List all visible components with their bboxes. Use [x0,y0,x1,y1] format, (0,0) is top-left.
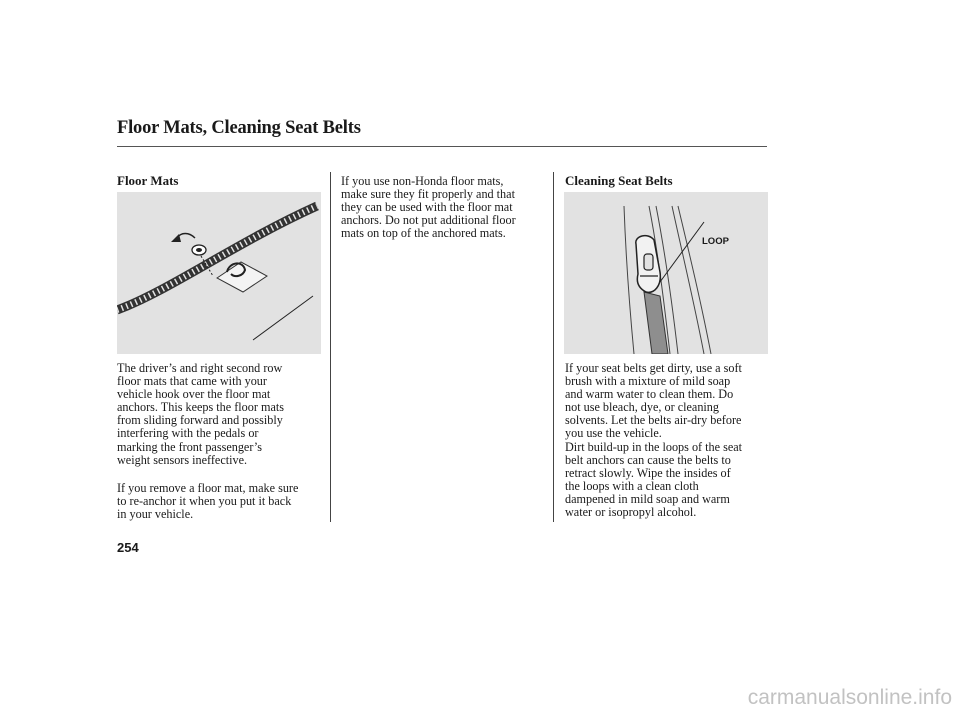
column-divider-left [330,172,331,522]
floor-mats-paragraph-2: If you remove a floor mat, make sure to re-anchor it when you put it back in your vehicle. [117,481,299,522]
floor-mats-paragraph-1: The driver’s and right second row floor mats that came with your vehicle hook over the floor mat anchors. This keeps the floor mats from sliding forward and possibly interfering with the pedals or marking the front passenger’s weight sensors ineffective. [117,361,284,467]
floor-mat-illustration [117,192,321,354]
seat-belts-paragraph-1: If your seat belts get dirty, use a soft brush with a mixture of mild soap and warm water to clean them. Do not use bleach, dye, or cleaning solvents. Let the belts air-dry before you use the vehicle. [565,361,742,441]
floor-mats-heading: Floor Mats [117,173,179,188]
cleaning-seat-belts-heading: Cleaning Seat Belts [565,173,673,188]
page-title: Floor Mats, Cleaning Seat Belts [117,118,361,138]
watermark: carmanualsonline.info [747,686,952,709]
floor-mat-anchor-drawing [117,192,321,354]
title-divider [117,146,767,147]
seat-belts-paragraph-2: Dirt build-up in the loops of the seat belt anchors can cause the belts to retract slowly. Wipe the insides of the loops with a clean cloth dampened in mild soap and warm water or isopropyl alcohol. [565,440,743,520]
seat-belt-loop-drawing [564,192,768,354]
seat-belt-loop-illustration [564,192,768,354]
page-number: 254 [117,540,139,555]
loop-callout-label: LOOP [702,236,729,247]
non-honda-mats-paragraph: If you use non-Honda floor mats, make sure they fit properly and that they can be used with the floor mat anchors. Do not put additional floor mats on top of the anchored mats. [341,174,516,241]
column-divider-right [553,172,554,522]
